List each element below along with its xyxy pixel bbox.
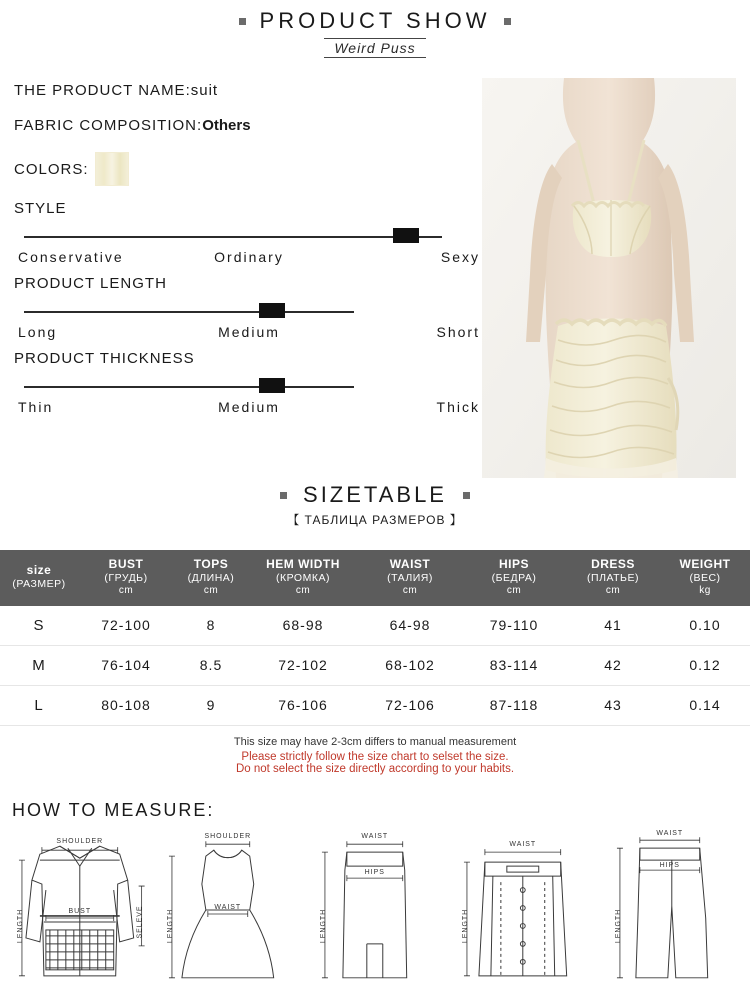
col-dress bbox=[566, 550, 660, 606]
size-notes bbox=[0, 736, 750, 775]
label-waist: WAIST bbox=[213, 904, 241, 912]
col-tops-ru: (ДЛИНА) bbox=[187, 572, 235, 584]
size-table-header-row bbox=[0, 550, 750, 606]
cell-dress: 42 bbox=[566, 645, 660, 685]
measure-figure-skirt-short bbox=[449, 826, 597, 996]
spec-group-style-labels bbox=[14, 249, 484, 265]
product-spec-block bbox=[14, 82, 484, 425]
cell-hips: 83-114 bbox=[462, 645, 566, 685]
cell-bust: 72-100 bbox=[78, 606, 174, 646]
shirt-icon bbox=[6, 826, 154, 994]
col-bust-unit: cm bbox=[118, 585, 134, 597]
spec-group-style bbox=[14, 200, 484, 265]
cell-bust: 76-104 bbox=[78, 645, 174, 685]
length-option-0[interactable]: Long bbox=[18, 324, 58, 340]
col-waist-en: WAIST bbox=[389, 557, 431, 571]
cell-waist: 72-106 bbox=[358, 685, 462, 725]
cell-hips: 79-110 bbox=[462, 606, 566, 646]
decor-square-left-icon bbox=[280, 492, 287, 499]
label-waist: WAIST bbox=[656, 830, 684, 838]
cell-tops: 8 bbox=[174, 606, 248, 646]
col-weight-unit: kg bbox=[699, 585, 711, 597]
fabric-label: FABRIC COMPOSITION: bbox=[14, 117, 203, 134]
cell-weight: 0.10 bbox=[660, 606, 750, 646]
cell-weight: 0.12 bbox=[660, 645, 750, 685]
cell-size: S bbox=[0, 606, 78, 646]
label-waist: WAIST bbox=[361, 833, 389, 841]
size-note-3: Do not select the size directly according to your habits. bbox=[235, 763, 515, 775]
cell-hips: 87-118 bbox=[462, 685, 566, 725]
how-to-measure-figures bbox=[0, 826, 750, 996]
col-tops-en: TOPS bbox=[193, 557, 229, 571]
skirt-short-icon bbox=[449, 826, 597, 994]
cell-hem: 76-106 bbox=[248, 685, 358, 725]
label-length: LENGTH bbox=[320, 908, 328, 944]
spec-group-style-scale bbox=[14, 223, 484, 249]
cell-dress: 41 bbox=[566, 606, 660, 646]
col-size-en: size bbox=[26, 563, 52, 578]
product-name-label: THE PRODUCT NAME: bbox=[14, 82, 191, 99]
length-option-1[interactable]: Medium bbox=[218, 324, 280, 340]
sizetable-title: SIZETABLE bbox=[303, 482, 447, 507]
thickness-option-2[interactable]: Thick bbox=[436, 399, 480, 415]
table-row bbox=[0, 606, 750, 646]
col-hips-ru: (БЕДРА) bbox=[491, 572, 537, 584]
col-waist-ru: (ТАЛИЯ) bbox=[387, 572, 433, 584]
spec-group-length-title: PRODUCT LENGTH bbox=[14, 275, 167, 292]
col-bust-en: BUST bbox=[108, 557, 144, 571]
scale-marker-medium-length[interactable] bbox=[259, 303, 285, 318]
thickness-option-0[interactable]: Thin bbox=[18, 399, 54, 415]
style-option-1[interactable]: Ordinary bbox=[214, 249, 284, 265]
label-shoulder: SHOULDER bbox=[204, 833, 251, 841]
scale-marker-sexy[interactable] bbox=[393, 228, 419, 243]
spec-group-thickness-labels bbox=[14, 399, 484, 415]
col-weight-en: WEIGHT bbox=[679, 557, 731, 571]
measure-figure-pants bbox=[596, 826, 744, 996]
col-hem-unit: cm bbox=[295, 585, 311, 597]
size-note-1: This size may have 2-3cm differs to manual measurement bbox=[233, 736, 517, 748]
product-name-value: suit bbox=[190, 82, 219, 99]
label-sleeve: SELEVE bbox=[136, 905, 144, 939]
col-dress-ru: (ПЛАТЬЕ) bbox=[587, 572, 639, 584]
cell-size: M bbox=[0, 645, 78, 685]
sizetable-subtitle: 【 ТАБЛИЦА РАЗМЕРОВ 】 bbox=[287, 513, 463, 527]
col-weight-ru: (ВЕС) bbox=[689, 572, 721, 584]
spec-group-thickness-title: PRODUCT THICKNESS bbox=[14, 350, 195, 367]
colors-row bbox=[14, 152, 484, 186]
col-hem-width bbox=[248, 550, 358, 606]
col-hips bbox=[462, 550, 566, 606]
col-waist-unit: cm bbox=[402, 585, 418, 597]
brand-subtitle-row bbox=[0, 38, 750, 58]
label-length: LENGTH bbox=[16, 908, 24, 944]
product-photo bbox=[482, 78, 736, 478]
spec-group-style-title: STYLE bbox=[14, 200, 67, 217]
size-table-head bbox=[0, 550, 750, 606]
col-size-ru: (РАЗМЕР) bbox=[12, 578, 66, 591]
cell-weight: 0.14 bbox=[660, 685, 750, 725]
col-dress-en: DRESS bbox=[591, 557, 635, 571]
skirt-long-icon bbox=[301, 826, 449, 994]
color-swatch[interactable] bbox=[95, 152, 129, 186]
label-length: LENGTH bbox=[461, 908, 469, 944]
label-length: LENGTH bbox=[615, 908, 623, 944]
decor-square-right-icon bbox=[504, 18, 511, 25]
col-hem-ru: (КРОМКА) bbox=[276, 572, 330, 584]
cell-bust: 80-108 bbox=[78, 685, 174, 725]
cell-tops: 8.5 bbox=[174, 645, 248, 685]
brand-name: Weird Puss bbox=[324, 38, 425, 58]
scale-marker-medium-thickness[interactable] bbox=[259, 378, 285, 393]
pants-icon bbox=[596, 826, 744, 994]
how-to-measure-title: HOW TO MEASURE: bbox=[12, 800, 215, 820]
decor-square-left-icon bbox=[239, 18, 246, 25]
header-title-row bbox=[0, 8, 750, 34]
col-waist bbox=[358, 550, 462, 606]
fabric-value: Others bbox=[202, 117, 251, 134]
product-name-line bbox=[14, 82, 484, 99]
measure-figure-shirt bbox=[6, 826, 154, 996]
style-option-2[interactable]: Sexy bbox=[440, 249, 480, 265]
sizetable-title-row bbox=[0, 482, 750, 508]
decor-square-right-icon bbox=[463, 492, 470, 499]
cell-waist: 68-102 bbox=[358, 645, 462, 685]
cell-dress: 43 bbox=[566, 685, 660, 725]
style-option-0[interactable]: Conservative bbox=[18, 249, 124, 265]
col-hips-en: HIPS bbox=[498, 557, 529, 571]
fabric-line bbox=[14, 117, 484, 134]
spec-group-length-scale bbox=[14, 298, 484, 324]
label-waist: WAIST bbox=[509, 841, 536, 849]
col-hem-en: HEM WIDTH bbox=[266, 557, 340, 571]
label-shoulder: SHOULDER bbox=[56, 838, 104, 846]
cell-hem: 72-102 bbox=[248, 645, 358, 685]
scale-bar bbox=[24, 311, 354, 313]
spec-group-length-labels bbox=[14, 324, 484, 340]
col-hips-unit: cm bbox=[506, 585, 522, 597]
sizetable-header bbox=[0, 482, 750, 528]
page-header bbox=[0, 0, 750, 62]
measure-figure-skirt-long bbox=[301, 826, 449, 996]
col-bust-ru: (ГРУДЬ) bbox=[104, 572, 148, 584]
cell-waist: 64-98 bbox=[358, 606, 462, 646]
spec-group-thickness bbox=[14, 350, 484, 415]
spec-group-thickness-scale bbox=[14, 373, 484, 399]
cell-tops: 9 bbox=[174, 685, 248, 725]
colors-label: COLORS: bbox=[14, 160, 89, 178]
length-option-2[interactable]: Short bbox=[436, 324, 480, 340]
scale-bar bbox=[24, 386, 354, 388]
dress-icon bbox=[154, 826, 302, 994]
size-note-2: Please strictly follow the size chart to selset the size. bbox=[241, 751, 509, 763]
col-bust bbox=[78, 550, 174, 606]
col-tops-unit: cm bbox=[203, 585, 219, 597]
label-length: LENGTH bbox=[166, 908, 174, 944]
cell-size: L bbox=[0, 685, 78, 725]
col-size bbox=[0, 550, 78, 606]
col-dress-unit: cm bbox=[605, 585, 621, 597]
page-title: PRODUCT SHOW bbox=[259, 8, 491, 33]
scale-bar bbox=[24, 236, 442, 238]
table-row bbox=[0, 685, 750, 725]
table-row bbox=[0, 645, 750, 685]
label-hips: HIPS bbox=[660, 862, 681, 870]
col-tops bbox=[174, 550, 248, 606]
label-hips: HIPS bbox=[364, 869, 386, 877]
spec-group-length bbox=[14, 275, 484, 340]
cell-hem: 68-98 bbox=[248, 606, 358, 646]
label-bust: BUST bbox=[68, 907, 92, 915]
thickness-option-1[interactable]: Medium bbox=[218, 399, 280, 415]
size-table bbox=[0, 550, 750, 726]
measure-figure-dress bbox=[154, 826, 302, 996]
size-table-body bbox=[0, 606, 750, 726]
product-photo-illustration bbox=[482, 78, 736, 478]
col-weight bbox=[660, 550, 750, 606]
